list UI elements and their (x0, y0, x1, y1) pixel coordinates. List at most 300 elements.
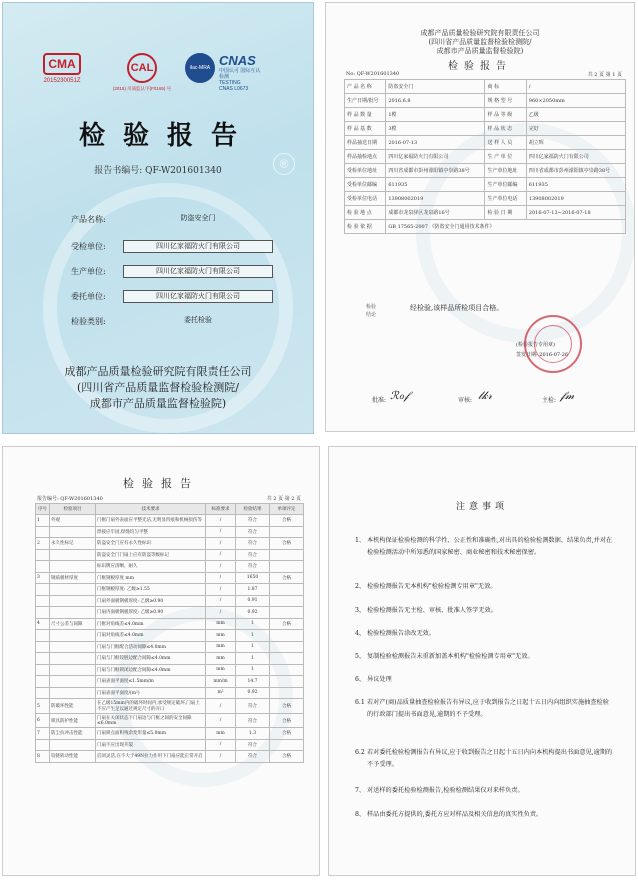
item-number-cell: 7 (36, 728, 50, 740)
inspection-items-table (35, 503, 304, 763)
info-value-cell: 完好 (526, 122, 625, 136)
item-number-cell (36, 664, 50, 676)
evaluation-cell (270, 595, 304, 607)
requirement-cell: 门扇不应出现开裂 (96, 739, 206, 751)
cnas-en: TESTING (219, 80, 241, 86)
requirement-cell: 门框对角线差≤4.0mm (96, 618, 206, 630)
table-row (36, 751, 304, 763)
reviewer-signature: 𝓁𝓀𝓇 (478, 389, 493, 402)
evaluation-cell: 合格 (270, 618, 304, 630)
result-cell: 符合 (236, 515, 270, 527)
evaluation-cell: 合格 (270, 572, 304, 584)
cnas-cn: 中国认可 国际互认 检测 (219, 68, 261, 80)
info-key-cell: 生 产 单 位 (485, 150, 526, 164)
evaluation-cell: 合格 (270, 714, 304, 728)
standard-cell: / (206, 561, 236, 573)
result-cell: 0.91 (236, 595, 270, 607)
info-key-cell: 受检单位电话 (345, 192, 386, 206)
item-number-cell (36, 561, 50, 573)
info-value-cell: GB 17565-2007 《防盗安全门通用技术条件》 (386, 220, 626, 234)
evaluation-cell (270, 676, 304, 688)
standard-cell: / (206, 584, 236, 596)
result-cell: 符合 (236, 526, 270, 538)
cal-logo (107, 53, 177, 92)
standard-cell: m² (206, 687, 236, 699)
report-page-1 (325, 2, 635, 432)
info-value-cell: 四川亿家福防火门有限公司 (526, 150, 625, 164)
standard-cell: / (206, 538, 236, 550)
conclusion-text: 经检验,该样品所检项目合格。 (410, 304, 504, 312)
requirement-cell: 门扇表面平面度/(m²) (96, 687, 206, 699)
notice-item-number: 5、 (355, 653, 366, 660)
report1-head-line3: 成都市产品质量监督检验院) (436, 47, 524, 55)
info-key-cell: 检 验 依 据 (345, 220, 386, 234)
requirement-cell: 门扇在关闭状态下门扇边与门框之间的安全间隙≤6.0mm (96, 714, 206, 728)
result-cell: 1 (236, 641, 270, 653)
item-number-cell: 2 (36, 538, 50, 550)
item-name-cell (50, 641, 96, 653)
notice-item (355, 605, 615, 617)
info-value-cell: 13908002019 (526, 192, 625, 206)
table-row (345, 122, 626, 136)
cover-field-category (71, 315, 281, 329)
cover-field-client (71, 290, 281, 304)
column-header: 技术要求 (96, 504, 206, 515)
notice-item-number: 2、 (355, 583, 366, 590)
requirement-cell: 防盗安全门门扇上应有防盗等级标记 (96, 549, 206, 561)
standard-cell: mm (206, 641, 236, 653)
info-key-cell: 送 样 人 员 (485, 136, 526, 150)
item-number-cell (36, 739, 50, 751)
stamp-note: (检验报告专用章) (516, 342, 555, 348)
requirement-cell: 门扇内面板钢板厚度: 乙级≥0.90 (96, 607, 206, 619)
cma-icon: CMA (43, 53, 81, 75)
report2-page-count: 共 2 页 第 2 页 (266, 496, 301, 502)
table-row (345, 136, 626, 150)
evaluation-cell (270, 549, 304, 561)
reviewer-label: 审核: (458, 397, 473, 404)
tester-label: 主检: (542, 397, 557, 404)
report-page-2 (2, 446, 320, 876)
standard-cell: mm (206, 618, 236, 630)
cover-field-manufacturer (71, 265, 281, 279)
result-cell: 符合 (236, 739, 270, 751)
result-cell: 符合 (236, 751, 270, 763)
notice-item (355, 809, 615, 821)
table-row (345, 220, 626, 234)
info-key-cell: 样品抽送日期 (345, 136, 386, 150)
notice-item-text: 样品由委托方提供的,委托方应对样品及相关信息的真实性负责。 (367, 811, 543, 818)
evaluation-cell (270, 630, 304, 642)
cover-org-line2: (四川省产品质量监督检验检测院/ (77, 381, 239, 394)
requirement-cell: 焊接应牢固,焊缝均匀平整 (96, 526, 206, 538)
item-name-cell (50, 676, 96, 688)
standard-cell: mm (206, 653, 236, 665)
standard-cell: / (206, 572, 236, 584)
field-value: 委托检验 (184, 316, 212, 324)
standard-cell: / (206, 714, 236, 728)
item-number-cell (36, 526, 50, 538)
field-label: 检验类别: (71, 317, 106, 326)
requirement-cell: 启闭灵活,在不大于49N拉力作用下门扇应能正常开启 (96, 751, 206, 763)
info-key-cell: 样 品 状 态 (485, 122, 526, 136)
item-number-cell (36, 607, 50, 619)
info-value-cell: 2016-07-13 (386, 136, 485, 150)
requirement-cell: 门扇与门框铰链边配合间隙≤4.0mm (96, 653, 206, 665)
notice-item (355, 628, 615, 640)
cma-logo (43, 53, 81, 84)
item-name-cell (50, 687, 96, 699)
notice-item-text: 若对委托检验检测报告有异议,应于收到报告之日起十五日内向本机构提出书面意见,逾期的不予受理。 (367, 749, 613, 768)
result-cell: 符合 (236, 561, 270, 573)
notice-item-text: 若对产(商)品质量抽查检验报告有异议,应于收到报告之日起十五日内向组织实施抽查检验的行政部门提出书面意见,逾期的不予受理。 (367, 699, 609, 718)
cnas-no: CNAS L0673 (219, 86, 249, 92)
standard-cell: / (206, 526, 236, 538)
item-number-cell: 4 (36, 618, 50, 630)
result-cell: 1 (236, 664, 270, 676)
table-row (345, 108, 626, 122)
report1-head-line2: (四川省产品质量监督检验检测院/ (428, 38, 532, 46)
item-name-cell: 防破坏性能 (50, 699, 96, 714)
notice-title: 注意事项 (455, 502, 508, 512)
table-row (36, 699, 304, 714)
cnas-logo (185, 53, 275, 92)
result-cell: 1 (236, 630, 270, 642)
notice-item (355, 674, 615, 686)
notice-item-number: 7、 (355, 787, 366, 794)
table-row (36, 538, 304, 550)
field-value: 四川亿家福防火门有限公司 (123, 240, 273, 253)
info-value-cell: 611935 (526, 178, 625, 192)
conclusion-label: 检验结论 (366, 304, 377, 318)
notice-item-number: 4、 (355, 630, 366, 637)
info-key-cell: 生产日期/批号 (345, 94, 386, 108)
item-number-cell (36, 584, 50, 596)
info-value-cell: 611935 (386, 178, 485, 192)
table-row (345, 150, 626, 164)
table-header-row (36, 504, 304, 515)
standard-cell: mm (206, 664, 236, 676)
notice-item-text: 检验检测报告涂改无效。 (367, 630, 436, 637)
item-name-cell (50, 561, 96, 573)
standard-cell: mm (206, 630, 236, 642)
evaluation-cell (270, 526, 304, 538)
info-value-cell: 四川省成都市彭州濛阳镇亭崇路38号 (386, 164, 485, 178)
item-name-cell: 防尘抗冲击性能 (50, 728, 96, 740)
info-value-cell: 防盗安全门 (386, 80, 485, 94)
standard-cell: / (206, 751, 236, 763)
evaluation-cell (270, 584, 304, 596)
table-row (36, 664, 304, 676)
requirement-cell: 门扇外面板钢板厚度: 乙级≥0.90 (96, 595, 206, 607)
requirement-cell: 门框钢板厚度: 乙级≥1.55 (96, 584, 206, 596)
field-label: 委托单位: (71, 292, 106, 301)
notice-item (355, 581, 615, 593)
info-key-cell: 受检单位地址 (345, 164, 386, 178)
info-key-cell: 检 验 日 期 (485, 206, 526, 220)
table-row (36, 515, 304, 527)
item-number-cell: 3 (36, 572, 50, 584)
cal-icon: CAL (127, 53, 157, 83)
cover-title: 检验报告 (78, 121, 255, 151)
item-name-cell (50, 630, 96, 642)
evaluation-cell: 合格 (270, 728, 304, 740)
item-name-cell: 铰链转动性能 (50, 751, 96, 763)
column-header: 单项评定 (270, 504, 304, 515)
result-cell: 0.92 (236, 607, 270, 619)
cover-org-line1: 成都产品质量检验研究院有限责任公司 (64, 365, 252, 378)
column-header: 序号 (36, 504, 50, 515)
table-row (345, 94, 626, 108)
requirement-cell: 门扇与门框锁闭边配合间隙≤4.0mm (96, 664, 206, 676)
item-name-cell (50, 653, 96, 665)
result-cell: 1.87 (236, 584, 270, 596)
table-row (36, 739, 304, 751)
standard-cell: / (206, 515, 236, 527)
requirement-cell: 标识牌应清晰、耐久 (96, 561, 206, 573)
field-value: 四川亿家福防火门有限公司 (123, 265, 273, 278)
requirement-cell: 防盗安全门应有永久性标识 (96, 538, 206, 550)
requirement-cell: 在乙级15min内的破坏时间内,承受规定破坏,门扇上不应产生足以通过规定尺寸的开口 (96, 699, 206, 714)
info-value-cell: 四川省成都市彭州濛阳镇亭崇路38号 (526, 164, 625, 178)
notice-item (355, 747, 615, 771)
notice-item (355, 651, 615, 663)
notice-item (355, 785, 615, 797)
item-number-cell: 6 (36, 714, 50, 728)
item-name-cell (50, 584, 96, 596)
result-cell: 0.92 (236, 687, 270, 699)
requirement-cell: 门扇对角线差≤4.0mm (96, 630, 206, 642)
report-no-label: 报告书编号: (94, 166, 143, 176)
item-name-cell: 外观 (50, 515, 96, 527)
requirement-cell: 门扇表面平面度≤1.5mm/m (96, 676, 206, 688)
cover-field-inspected-unit (71, 240, 281, 254)
notice-item (355, 697, 615, 721)
notice-item-number: 6、 (355, 676, 366, 683)
item-name-cell (50, 664, 96, 676)
info-key-cell: 样品抽检地点 (345, 150, 386, 164)
table-row (345, 206, 626, 220)
report1-meta (346, 71, 622, 77)
table-row (36, 714, 304, 728)
report2-meta (37, 495, 301, 502)
standard-cell: mm/m (206, 676, 236, 688)
item-name-cell: 永久性标记 (50, 538, 96, 550)
item-name-cell: 钢质板材厚度 (50, 572, 96, 584)
notice-item-number: 8、 (355, 811, 366, 818)
item-name-cell: 锁具防护性能 (50, 714, 96, 728)
item-number-cell (36, 687, 50, 699)
result-cell: 1650 (236, 572, 270, 584)
sign-date: 签发日期: 2016-07-26 (516, 352, 569, 358)
info-value-cell: 960×2050mm (526, 94, 625, 108)
evaluation-cell: 合格 (270, 751, 304, 763)
info-value-cell: 乙级 (526, 108, 625, 122)
evaluation-cell (270, 739, 304, 751)
notice-item-text: 本机构保证检验检测的科学性、公正性和准确性,对出具的检验检测数据、结果负责,并对在检验检测活动中所知悉的国家秘密、商业秘密和技术秘密保密。 (367, 537, 613, 556)
evaluation-cell (270, 664, 304, 676)
evaluation-cell: 合格 (270, 538, 304, 550)
item-number-cell (36, 595, 50, 607)
info-value-cell: 四川亿家福防火门有限公司 (386, 150, 485, 164)
cover-org-line3: 成都市产品质量监督检验院) (89, 397, 227, 410)
approver-label: 批准: (372, 397, 387, 404)
notice-item-number: 3、 (355, 607, 366, 614)
item-number-cell (36, 653, 50, 665)
tester-signature: 𝒻𝓂 (560, 389, 575, 402)
standard-cell: / (206, 739, 236, 751)
table-row (36, 728, 304, 740)
column-header: 检验项目 (50, 504, 96, 515)
info-value-cell: 3樘 (386, 122, 485, 136)
info-key-cell: 生产单位电话 (485, 192, 526, 206)
evaluation-cell: 合格 (270, 515, 304, 527)
registered-mark-icon: ® (273, 153, 295, 175)
standard-cell: / (206, 549, 236, 561)
report1-page-count: 共 2 页 第 1 页 (587, 72, 622, 78)
table-row (36, 618, 304, 630)
requirement-cell: 门扇锁点面积残余变形量≤5.0mm (96, 728, 206, 740)
evaluation-cell (270, 607, 304, 619)
report1-info-table (344, 79, 626, 234)
result-cell: 符合 (236, 699, 270, 714)
table-row (36, 595, 304, 607)
table-row (36, 653, 304, 665)
table-row (36, 526, 304, 538)
notice-item-number: 6.2 (355, 749, 365, 756)
notice-item-text: 检验检测报告无本机构"检验检测专用章"无效。 (367, 583, 497, 590)
item-number-cell: 1 (36, 515, 50, 527)
table-row (345, 164, 626, 178)
cover-field-product (71, 213, 281, 227)
notice-item-text: 对送样的委托检验检测报告,检验检测结果仅对来样负责。 (367, 787, 524, 794)
item-number-cell (36, 641, 50, 653)
notice-item-number: 6.1 (355, 699, 365, 706)
cover-report-number (3, 163, 313, 176)
report-no-value: QF-W201601340 (145, 166, 222, 176)
item-name-cell: 尺寸公差与间隙 (50, 618, 96, 630)
report1-head-line1: 成都产品质量检验研究院有限责任公司 (420, 29, 540, 37)
info-key-cell: 样 品 数 量 (345, 108, 386, 122)
info-key-cell: 检 验 地 点 (345, 206, 386, 220)
result-cell: 符合 (236, 538, 270, 550)
table-row (36, 572, 304, 584)
notice-item-text: 复制检验检测报告未重新加盖本机构"检验检测专用章"无效。 (367, 653, 534, 660)
notice-item (355, 535, 615, 559)
column-header: 检验结果 (236, 504, 270, 515)
report-cover-page (2, 2, 314, 434)
notice-item-text: 异议处理 (367, 676, 392, 683)
standard-cell: / (206, 699, 236, 714)
info-value-cell: 1樘 (386, 108, 485, 122)
evaluation-cell (270, 653, 304, 665)
result-cell: 符合 (236, 549, 270, 561)
info-key-cell: 生产单位邮编 (485, 178, 526, 192)
table-row (36, 676, 304, 688)
evaluation-cell (270, 641, 304, 653)
certification-logos (3, 53, 313, 103)
item-number-cell (36, 676, 50, 688)
field-label: 受检单位: (71, 242, 106, 251)
report1-number: No: QF-W201601340 (346, 71, 400, 77)
item-number-cell (36, 549, 50, 561)
cma-number: 2015230051Z (43, 78, 81, 84)
info-value-cell: 2016-07-13~2016-07-18 (526, 206, 625, 220)
table-row (36, 561, 304, 573)
notice-item-text: 检验检测报告无主检、审核、批准人签字无效。 (367, 607, 497, 614)
standard-cell: / (206, 595, 236, 607)
column-header: 标准要求 (206, 504, 236, 515)
item-name-cell (50, 607, 96, 619)
report1-title: 检验报告 (448, 61, 512, 72)
evaluation-cell (270, 561, 304, 573)
result-cell: 1.3 (236, 728, 270, 740)
info-key-cell: 产 品 名 称 (345, 80, 386, 94)
info-key-cell: 受检单位邮编 (345, 178, 386, 192)
item-name-cell (50, 739, 96, 751)
report1-header (326, 29, 634, 56)
item-name-cell (50, 549, 96, 561)
official-seal (524, 315, 582, 373)
ilac-mra-icon: ilac-MRA (185, 53, 215, 83)
result-cell: 1 (236, 653, 270, 665)
info-value-cell: / (526, 80, 625, 94)
table-row (36, 641, 304, 653)
info-key-cell: 商 标 (485, 80, 526, 94)
info-value-cell: 成都市龙泉驿区龙泉路16号 (386, 206, 485, 220)
info-key-cell: 样 品 基 数 (345, 122, 386, 136)
info-value-cell: 2016.6.8 (386, 94, 485, 108)
item-name-cell (50, 595, 96, 607)
table-row (36, 549, 304, 561)
report2-number: 报告编号: QF-W201601340 (37, 496, 103, 502)
table-row (36, 630, 304, 642)
field-value: 四川亿家福防火门有限公司 (123, 290, 273, 303)
info-key-cell: 规 格 型 号 (485, 94, 526, 108)
requirement-cell: 门框门扇外表面应平整光洁,无明显凹痕和机械损伤等 (96, 515, 206, 527)
notice-item-number: 1、 (355, 537, 366, 544)
table-row (345, 192, 626, 206)
evaluation-cell (270, 687, 304, 699)
item-number-cell: 5 (36, 699, 50, 714)
result-cell: 符合 (236, 714, 270, 728)
info-value-cell: 胡立辉 (526, 136, 625, 150)
info-value-cell: 13908002019 (386, 192, 485, 206)
report2-title: 检验报告 (123, 477, 199, 490)
requirement-cell: 门扇与门框配合活动间隙≤4.0mm (96, 641, 206, 653)
cal-caption: (2015) 川质监认字(F0165) 号 (112, 86, 172, 91)
table-row (36, 687, 304, 699)
item-number-cell: 8 (36, 751, 50, 763)
table-row (36, 584, 304, 596)
requirement-cell: 门框钢板厚度 mm (96, 572, 206, 584)
table-row (36, 607, 304, 619)
item-name-cell (50, 526, 96, 538)
result-cell: 14.7 (236, 676, 270, 688)
approver-signature: ℛℴ𝒻 (390, 389, 409, 402)
standard-cell: / (206, 607, 236, 619)
result-cell: 1 (236, 618, 270, 630)
notice-page (328, 446, 636, 876)
cnas-mark: CNAS (219, 53, 256, 68)
field-label: 产品名称: (71, 215, 106, 224)
info-key-cell: 样 品 等 级 (485, 108, 526, 122)
evaluation-cell: 合格 (270, 699, 304, 714)
table-row (345, 178, 626, 192)
field-label: 生产单位: (71, 267, 106, 276)
item-number-cell (36, 630, 50, 642)
field-value: 防盗安全门 (180, 214, 216, 222)
